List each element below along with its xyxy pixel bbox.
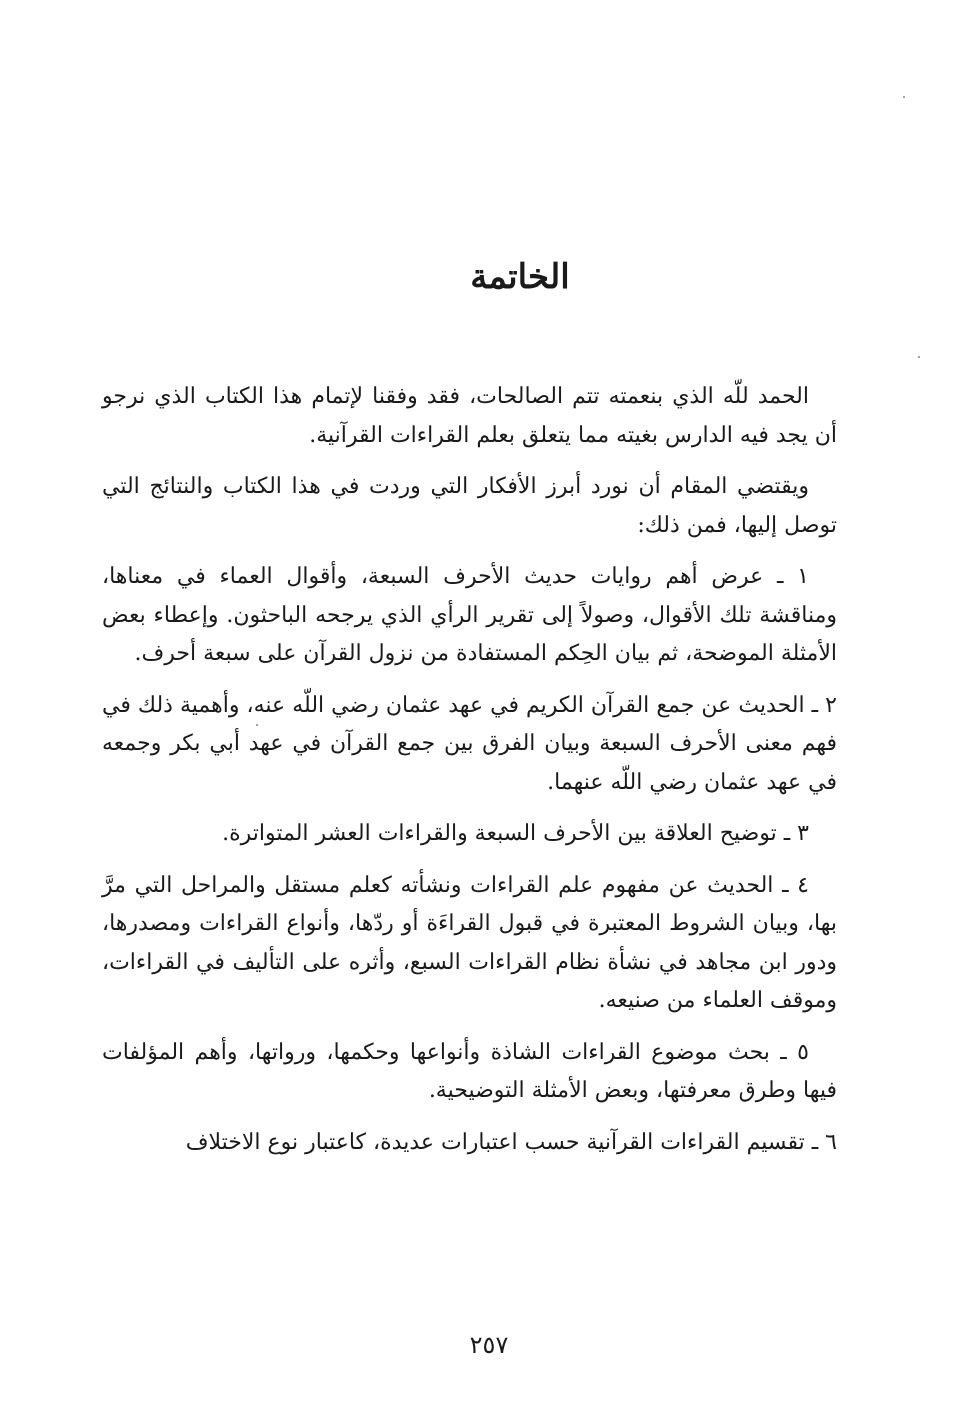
scan-speck [256, 724, 258, 726]
paragraph-point-4: ٤ ـ الحديث عن مفهوم علم القراءات ونشأته كعلم مستقل والمراحل التي مرَّ بها، وبيان الشروط المعتبرة في قبول القراءَة أو ردّها، وأنواع القراءات ومصدرها، ودور ابن مجاهد في نشأة نظام القراءات السبع، وأثره على التأليف في القراءات، وموقف العلماء من صنيعه. [102, 872, 837, 1013]
paragraph-point-6: ٦ ـ تقسيم القراءات القرآنية حسب اعتبارات عديدة، كاعتبار نوع الاختلاف [185, 1129, 837, 1155]
page-number: ٢٥٧ [469, 1331, 509, 1359]
paragraph-intro: الحمد للّه الذي بنعمته تتم الصالحات، فقد وفقنا لإتمام هذا الكتاب الذي نرجو أن يجد فيه الدارس بغيته مما يتعلق بعلم القراءات القرآنية. [102, 384, 837, 448]
body-text [102, 378, 837, 1175]
paragraph-point-1: ١ ـ عرض أهم روايات حديث الأحرف السبعة، وأقوال العماء في معناها، ومناقشة تلك الأقوال، وصولاً إلى تقرير الرأي الذي يرجحه الباحثون. وإعطاء بعض الأمثلة الموضحة، ثم بيان الحِكم المستفادة من نزول القرآن على سبعة أحرف. [102, 564, 837, 666]
paragraph-point-5: ٥ ـ بحث موضوع القراءات الشاذة وأنواعها وحكمها، ورواتها، وأهم المؤلفات فيها وطرق معرفتها، وبعض الأمثلة التوضيحية. [102, 1039, 837, 1103]
scan-speck [918, 356, 920, 358]
paragraph-summary-lead: ويقتضي المقام أن نورد أبرز الأفكار التي وردت في هذا الكتاب والنتائج التي توصل إليها، فمن ذلك: [102, 474, 837, 538]
paragraph-point-3: ٣ ـ توضيح العلاقة بين الأحرف السبعة والقراءات العشر المتواترة. [222, 821, 809, 846]
paragraph-point-2: ٢ ـ الحديث عن جمع القرآن الكريم في عهد عثمان رضي اللّه عنه، وأهمية ذلك في فهم معنى الأحرف السبعة وبيان الفرق بين جمع القرآن في عهد أبي بكر وجمعه في عهد عثمان رضي اللّه عنهما. [102, 692, 837, 795]
scan-speck [903, 96, 905, 98]
chapter-title: الخاتمة [470, 257, 570, 297]
